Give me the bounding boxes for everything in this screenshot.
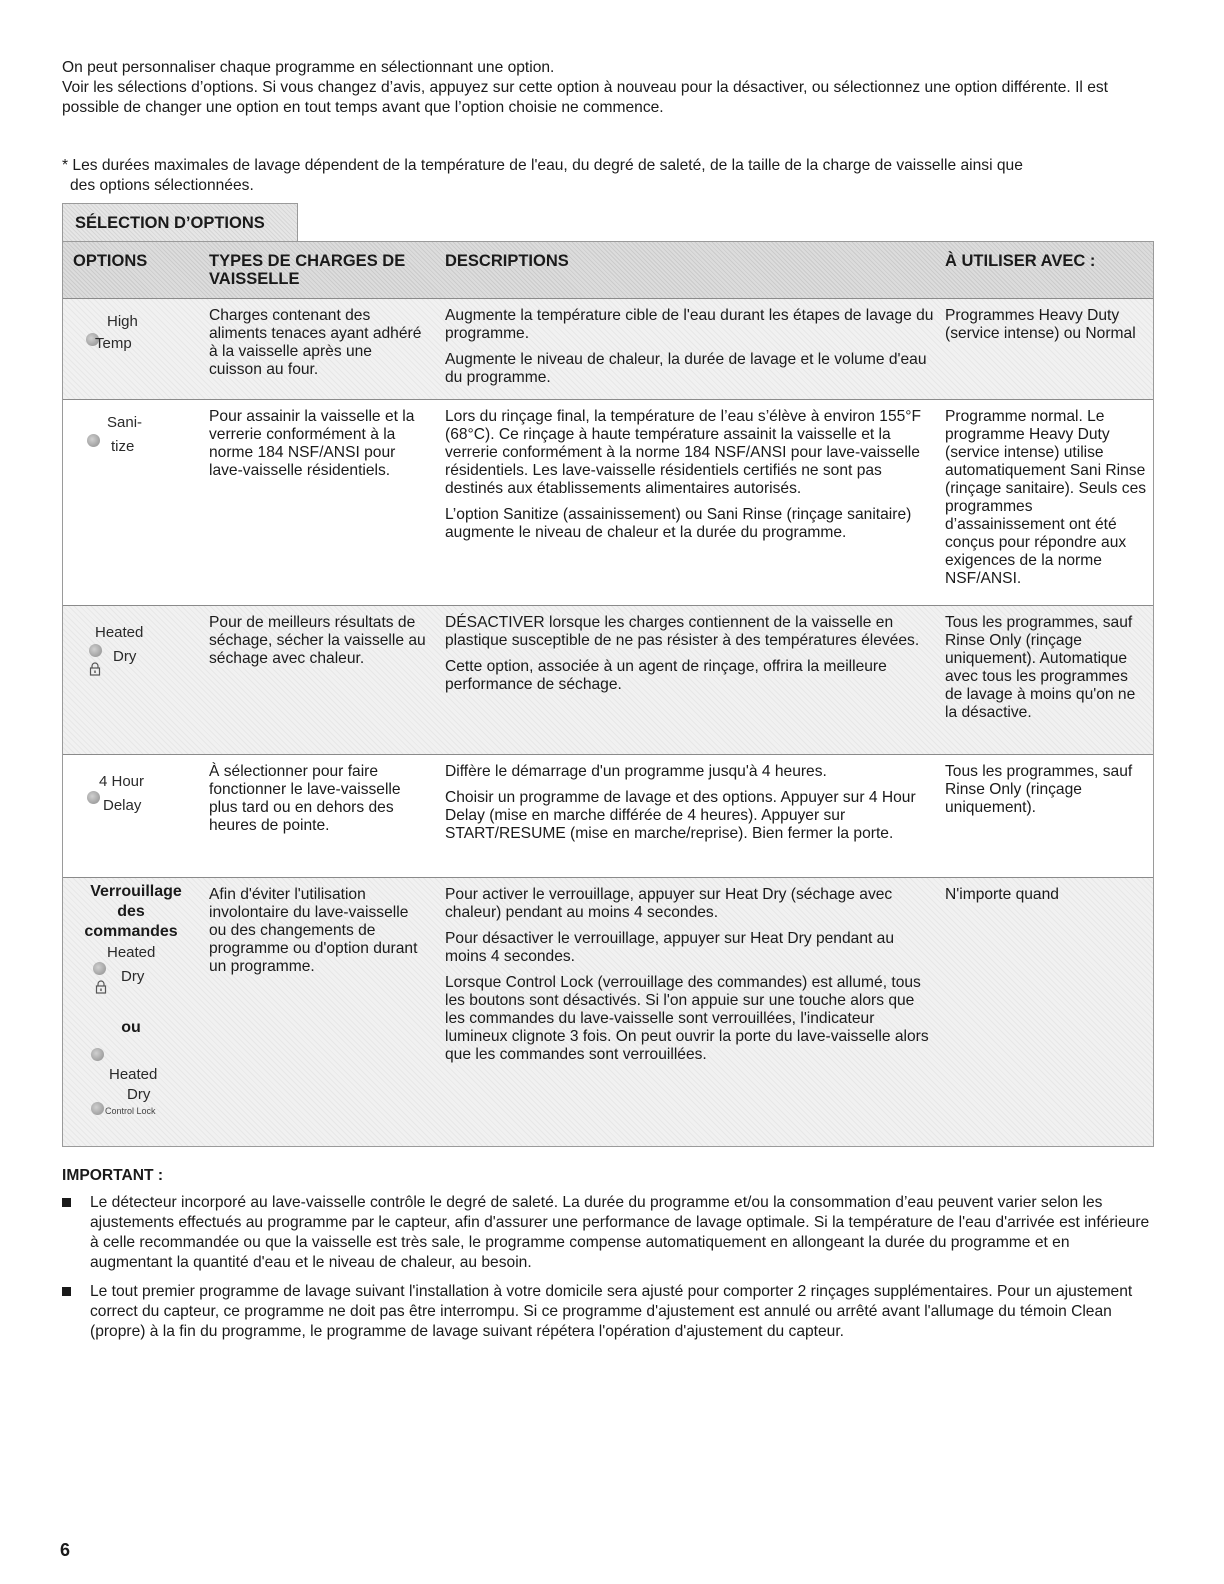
option-title-line2: des xyxy=(117,903,145,920)
lock-icon xyxy=(95,980,107,994)
option-label-line1: High xyxy=(107,313,138,330)
option-label-line2: Dry xyxy=(113,648,137,665)
table-row-sanitize xyxy=(63,399,1153,605)
description xyxy=(445,408,935,550)
table-header-row xyxy=(63,242,1153,298)
option-label-line2: Temp xyxy=(95,335,132,352)
use-with: Tous les programmes, sauf Rinse Only (rinçage uniquement). Automatique avec tous les programmes de lavage à moins qu'on ne la désactive. xyxy=(945,614,1136,721)
important-item-text: Le tout premier programme de lavage suivant l'installation à votre domicile sera ajusté pour comporter 2 rinçages supplémentaires. Pour un ajustement correct du capteur, ce programme ne doit pas être interrompu. Si ce programme d'ajustement est annulé ou arrêté avant l'allumage du témoin Clean (propre) à la fin du programme, le programme de lavage suivant répétera l'opération d'ajustement du capteur. xyxy=(90,1283,1133,1340)
use-with: N'importe quand xyxy=(945,886,1059,903)
option-title-line1: Verrouillage xyxy=(90,883,182,900)
description-para: Cette option, associée à un agent de rinçage, offrira la meilleure performance de séchage. xyxy=(445,658,887,693)
option-button-icon xyxy=(87,434,100,447)
option-button-icon xyxy=(89,644,102,657)
description-para: Lorsque Control Lock (verrouillage des commandes) est allumé, tous les boutons sont désactivés. Si l'on appuie sur une touche alors que les commandes du lave-vaisselle sont verrouillées, l'indicateur lumineux clignote 3 fois. On peut ouvrir la porte du lave-vaisselle alors que les commandes sont verrouillées. xyxy=(445,974,929,1063)
description-para: Lors du rinçage final, la température de l’eau s’élève à environ 155°F (68°C). Ce rinçage à haute température assainit la vaisselle et la verrerie conformément à la norme 184 NSF/ANSI pour lave-vaisselle résidentiels. Les lave-vaisselle résidentiels certifiés ne sont pas destinés aux établissements alimentaires autorisés. xyxy=(445,408,922,497)
table-title: SÉLECTION D’OPTIONS xyxy=(62,203,298,241)
description-para: Choisir un programme de lavage et des options. Appuyer sur 4 Hour Delay (mise en marche différée de 4 heures). Appuyer sur START/RESUME (mise en marche/reprise). Bien fermer la porte. xyxy=(445,789,916,842)
option-control-lock xyxy=(63,878,203,1146)
options-table xyxy=(62,241,1154,1147)
lock-icon xyxy=(89,662,101,676)
option-title-line3: commandes xyxy=(84,923,178,940)
use-with: Programmes Heavy Duty (service intense) ou Normal xyxy=(945,307,1136,342)
header-use-with: À UTILISER AVEC : xyxy=(945,252,1096,270)
important-item xyxy=(62,1193,1154,1277)
note-line-2: des options sélectionnées. xyxy=(70,177,254,194)
option-label-line2: Delay xyxy=(103,797,142,814)
header-options: OPTIONS xyxy=(73,252,148,270)
description-para: Diffère le démarrage d'un programme jusqu'à 4 heures. xyxy=(445,763,827,780)
option-sanitize xyxy=(63,400,203,600)
load-type: Pour de meilleurs résultats de séchage, sécher la vaisselle au séchage avec chaleur. xyxy=(209,614,426,667)
option-heated-dry xyxy=(63,606,203,754)
table-row-high-temp xyxy=(63,298,1153,399)
load-type: Charges contenant des aliments tenaces ayant adhéré à la vaisselle après une cuisson au four. xyxy=(209,307,422,378)
header-types: TYPES DE CHARGES DE VAISSELLE xyxy=(209,252,406,288)
load-type: À sélectionner pour faire fonctionner le lave-vaisselle plus tard ou en dehors des heures de pointe. xyxy=(209,763,401,834)
description-para: Augmente la température cible de l'eau durant les étapes de lavage du programme. xyxy=(445,307,934,342)
header-descriptions: DESCRIPTIONS xyxy=(445,252,569,270)
table-row-heated-dry xyxy=(63,605,1153,754)
duration-note xyxy=(62,156,1162,196)
alt-label-line1: Heated xyxy=(109,1066,158,1083)
load-type: Pour assainir la vaisselle et la verrerie conformément à la norme 184 NSF/ANSI pour lave-vaisselle résidentiels. xyxy=(209,408,415,479)
intro-line-2: Voir les sélections d’options. Si vous changez d’avis, appuyez sur cette option à nouveau pour la désactiver, ou sélectionnez une option différente. Il est possible de changer une option en tout temps avant que l’option choisie ne commence. xyxy=(62,79,1109,116)
option-high-temp xyxy=(63,299,203,399)
option-label-line2: tize xyxy=(111,438,135,455)
option-label-line1: Heated xyxy=(107,944,156,961)
load-type: Afin d'éviter l'utilisation involontaire du lave-vaisselle ou des changements de programme ou d'option durant un programme. xyxy=(209,886,418,975)
important-title: IMPORTANT : xyxy=(62,1167,164,1184)
use-with: Tous les programmes, sauf Rinse Only (rinçage uniquement). xyxy=(945,763,1133,816)
table-row-4-hour-delay xyxy=(63,754,1153,877)
option-label-line1: Sani- xyxy=(107,414,143,431)
description xyxy=(445,307,935,395)
bullet-icon xyxy=(62,1198,71,1207)
option-label-line2: Dry xyxy=(121,968,145,985)
use-with: Programme normal. Le programme Heavy Duty (service intense) utilise automatiquement Sani Rinse (rinçage sanitaire). Seuls ces programmes d’assainissement ont été conçus pour répondre aux exigences de la norme NSF/ANSI. xyxy=(945,408,1147,587)
bullet-icon xyxy=(62,1287,71,1296)
description-para: Pour désactiver le verrouillage, appuyer sur Heat Dry pendant au moins 4 secondes. xyxy=(445,930,894,965)
description xyxy=(445,763,935,851)
or-label: ou xyxy=(121,1019,141,1036)
page-number: 6 xyxy=(60,1540,71,1560)
important-item xyxy=(62,1282,1154,1366)
intro-text xyxy=(62,58,1162,118)
option-button-icon xyxy=(87,791,100,804)
option-button-icon xyxy=(91,1048,104,1061)
description-para: DÉSACTIVER lorsque les charges contiennent de la vaisselle en plastique susceptible de ne pas résister à des températures élevées. xyxy=(445,614,920,649)
option-4-hour-delay xyxy=(63,755,203,875)
important-item-text: Le détecteur incorporé au lave-vaisselle contrôle le degré de saleté. La durée du programme et/ou la consommation d’eau peuvent varier selon les ajustements effectués au programme par le capteur, afin d'assurer une performance de lavage optimale. Si la température de l'eau d'arrivée est inférieure à celle recommandée ou que la vaisselle est très sale, le programme compense automatiquement en allongeant la durée du programme et en augmentant la quantité d'eau et le niveau de chaleur, au besoin. xyxy=(90,1194,1150,1271)
control-lock-small-label: Control Lock xyxy=(105,1106,156,1116)
description-para: Pour activer le verrouillage, appuyer sur Heat Dry (séchage avec chaleur) pendant au moins 4 secondes. xyxy=(445,886,893,921)
table-row-control-lock xyxy=(63,877,1153,1146)
description xyxy=(445,614,935,702)
option-button-icon xyxy=(91,1102,104,1115)
description xyxy=(445,886,935,1072)
option-label-line1: Heated xyxy=(95,624,144,641)
note-line-1: * Les durées maximales de lavage dépendent de la température de l'eau, du degré de saleté, de la taille de la charge de vaisselle ainsi que xyxy=(62,157,1023,174)
alt-label-line2: Dry xyxy=(127,1086,151,1103)
description-para: L’option Sanitize (assainissement) ou Sani Rinse (rinçage sanitaire) augmente le niveau de chaleur et la durée du programme. xyxy=(445,506,912,541)
description-para: Augmente le niveau de chaleur, la durée de lavage et le volume d'eau du programme. xyxy=(445,351,927,386)
intro-line-1: On peut personnaliser chaque programme en sélectionnant une option. xyxy=(62,59,555,76)
option-button-icon xyxy=(93,962,106,975)
option-label-line1: 4 Hour xyxy=(99,773,145,790)
